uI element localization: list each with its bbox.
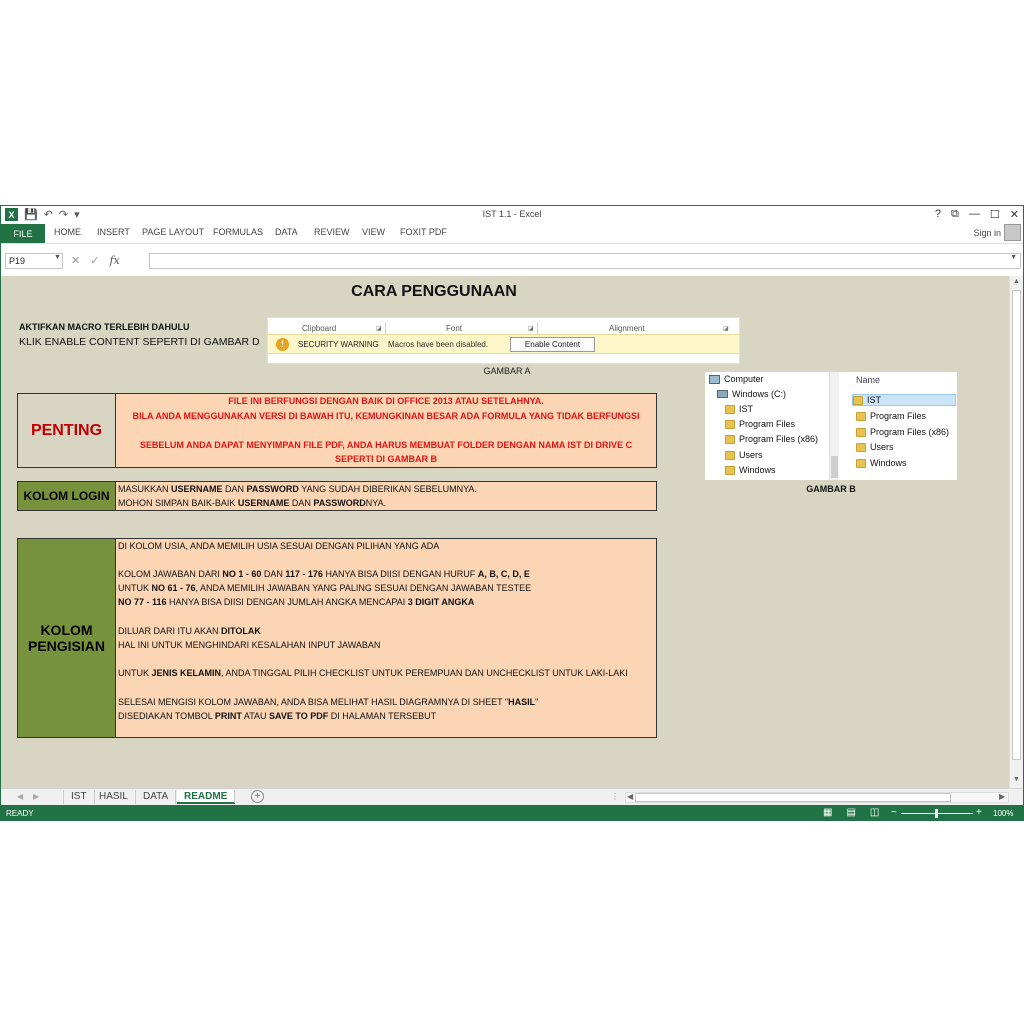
penting-line: FILE INI BERFUNGSI DENGAN BAIK DI OFFICE 2013 ATAU SETELAHNYA. [228,396,544,406]
zoom-level[interactable]: 100% [993,809,1014,818]
penting-line: SEPERTI DI GAMBAR B [334,454,437,464]
window-title: IST 1.1 - Excel [482,209,542,219]
status-ready: READY [6,809,34,818]
tree-item: Program Files (x86) [725,434,818,444]
tree-scrollbar [829,372,839,480]
group-clipboard: Clipboard [302,324,337,333]
status-bar [1,805,1023,821]
ribbon-display-button[interactable]: ⧉ [951,208,959,220]
enable-content-button: Enable Content [510,337,595,352]
macro-title: AKTIFKAN MACRO TERLEBIH DAHULU [19,322,190,332]
pengisian-line: SELESAI MENGISI KOLOM JAWABAN, ANDA BISA MELIHAT HASIL DIAGRAMNYA DI SHEET "HASIL" [118,697,539,707]
zoom-in-icon[interactable]: + [976,807,982,818]
tab-insert[interactable]: INSERT [97,227,130,237]
folder-icon [725,466,735,475]
customize-qat-icon[interactable]: ▾ [74,209,80,221]
folder-icon [856,412,866,421]
security-warning-bar [268,334,739,354]
gambar-a-image [267,317,740,364]
pengisian-line: HAL INI UNTUK MENGHINDARI KESALAHAN INPUT JAWABAN [118,640,381,650]
save-icon[interactable]: 💾 [24,209,38,221]
warning-icon: ! [276,338,289,351]
group-alignment: Alignment [609,324,645,333]
gambar-b-image [705,372,957,480]
page-break-view-icon[interactable]: ◫ [869,807,880,818]
horizontal-scroll-thumb[interactable] [635,793,951,802]
list-item: Windows [856,458,907,468]
scroll-left-icon[interactable]: ◀ [627,792,634,801]
tab-file[interactable]: FILE [1,224,45,243]
folder-icon [725,405,735,414]
login-box [17,481,657,511]
scroll-right-icon[interactable]: ▶ [999,792,1006,801]
page-title: CARA PENGGUNAAN [351,283,517,300]
tree-item: Windows [725,465,776,475]
prev-sheet-icon[interactable]: ◀ [17,792,24,801]
minimize-button[interactable]: — [968,208,980,220]
explorer-tree [705,372,840,480]
close-button[interactable]: ✕ [1009,209,1019,221]
chevron-down-icon[interactable]: ▼ [54,254,61,261]
scroll-thumb[interactable] [1012,290,1021,760]
penting-line: BILA ANDA MENGGUNAKAN VERSI DI BAWAH ITU, KEMUNGKINAN BESAR ADA FORMULA YANG TIDAK BERFUNGSI [132,411,640,421]
normal-view-icon[interactable]: ▦ [823,807,833,818]
folder-icon [725,435,735,444]
pengisian-line: KOLOM JAWABAN DARI NO 1 - 60 DAN 117 - 176 HANYA BISA DIISI DENGAN HURUF A, B, C, D, E [118,569,530,579]
penting-line: SEBELUM ANDA DAPAT MENYIMPAN FILE PDF, ANDA HARUS MEMBUAT FOLDER DENGAN NAMA IST DI DRIVE C [139,440,633,450]
folder-icon [856,459,866,468]
list-item: Program Files [856,411,926,421]
pane-divider [840,372,848,480]
dialog-launcher-icon: ◪ [376,326,382,332]
penting-label: PENTING [18,394,116,467]
list-item: Users [856,442,894,452]
sheet-tab-readme[interactable]: README [177,790,235,804]
next-sheet-icon[interactable]: ▶ [33,792,40,801]
tab-formulas[interactable]: FORMULAS [213,227,264,237]
tree-item: Windows (C:) [717,389,786,399]
zoom-slider-knob[interactable] [935,809,938,818]
folder-icon [725,451,735,460]
pengisian-box [17,538,657,738]
name-column-header: Name [856,375,881,385]
dialog-launcher-icon: ◪ [528,326,534,332]
macro-instruction: KLIK ENABLE CONTENT SEPERTI DI GAMBAR D [19,336,260,348]
drive-icon [717,390,728,398]
sheet-tab-data[interactable]: DATA [136,790,176,804]
enter-icon[interactable]: ✓ [90,255,100,267]
view-buttons [823,807,879,818]
page-layout-view-icon[interactable]: ▤ [846,807,856,818]
undo-icon[interactable]: ↶ [43,209,53,221]
maximize-button[interactable]: ☐ [989,209,1000,221]
avatar[interactable] [1004,224,1021,241]
macros-disabled-message: Macros have been disabled. [388,340,489,349]
penting-content [116,394,656,467]
login-content [116,482,656,510]
tree-item: Computer [709,374,764,384]
title-bar [1,206,1023,224]
computer-icon [709,375,720,384]
formula-input[interactable] [149,253,1021,269]
tab-foxit-pdf[interactable]: FOXIT PDF [400,227,447,237]
pengisian-line: UNTUK NO 61 - 76, ANDA MEMILIH JAWABAN YANG PALING SESUAI DENGAN JAWABAN TESTEE [118,583,532,593]
gambar-b-caption: GAMBAR B [806,484,856,494]
ribbon-tabs [1,224,1023,243]
folder-icon [856,428,866,437]
help-button[interactable]: ? [934,208,942,220]
tab-page-layout[interactable]: PAGE LAYOUT [142,227,205,237]
cancel-icon[interactable]: ✕ [71,255,81,267]
name-box[interactable]: P19 [5,253,63,269]
tab-review[interactable]: REVIEW [314,227,350,237]
pengisian-content [116,539,656,737]
pengisian-label: KOLOM PENGISIAN [18,539,116,737]
pengisian-line: NO 77 - 116 HANYA BISA DIISI DENGAN JUMLAH ANGKA MENCAPAI 3 DIGIT ANGKA [118,597,475,607]
list-item: IST [852,394,956,406]
scroll-up-icon[interactable]: ▲ [1013,278,1020,285]
formula-buttons [71,254,120,267]
login-line: MOHON SIMPAN BAIK-BAIK USERNAME DAN PASSWORDNYA. [118,498,387,508]
add-sheet-icon[interactable]: + [251,790,264,803]
security-warning-label: SECURITY WARNING [298,340,379,349]
tree-item: IST [725,404,753,414]
login-label: KOLOM LOGIN [18,482,116,510]
redo-icon[interactable]: ↷ [58,209,69,221]
list-item: Program Files (x86) [856,427,949,437]
insert-function-icon[interactable]: fx [109,254,120,267]
expand-formula-icon[interactable]: ▼ [1010,254,1017,261]
gambar-a-caption: GAMBAR A [483,366,531,376]
tab-view[interactable]: VIEW [362,227,386,237]
folder-icon [853,396,863,405]
zoom-out-icon[interactable]: − [891,807,897,818]
tree-item: Users [725,450,763,460]
pengisian-line: DILUAR DARI ITU AKAN DITOLAK [118,626,261,636]
excel-window [0,205,1024,821]
excel-logo-icon: X [5,208,18,221]
sheet-tab-ist[interactable]: IST [63,790,95,804]
tab-data[interactable]: DATA [275,227,298,237]
worksheet-area[interactable] [1,276,1009,788]
window-controls [935,208,1019,221]
sheet-tabs-bar [1,788,1023,805]
folder-icon [856,443,866,452]
pengisian-line: DI KOLOM USIA, ANDA MEMILIH USIA SESUAI DENGAN PILIHAN YANG ADA [118,541,440,551]
tree-item: Program Files [725,419,795,429]
sign-in-link[interactable]: Sign in [973,228,1001,238]
penting-box [17,393,657,468]
formula-bar [1,243,1023,276]
vertical-scrollbar[interactable] [1009,276,1023,788]
dialog-launcher-icon: ◪ [723,326,729,332]
folder-icon [725,420,735,429]
explorer-list [848,372,957,480]
split-handle-icon[interactable]: ⋮ [611,792,619,801]
ribbon-groups [268,322,739,334]
sheet-tab-hasil[interactable]: HASIL [92,790,136,804]
pengisian-line: UNTUK JENIS KELAMIN, ANDA TINGGAL PILIH CHECKLIST UNTUK PEREMPUAN DAN UNCHECKLIST UNTUK LAKI-LAKI [118,668,628,678]
scroll-down-icon[interactable]: ▼ [1013,776,1020,783]
tab-home[interactable]: HOME [54,227,81,237]
login-line: MASUKKAN USERNAME DAN PASSWORD YANG SUDAH DIBERIKAN SEBELUMNYA. [118,484,477,494]
pengisian-line: DISEDIAKAN TOMBOL PRINT ATAU SAVE TO PDF DI HALAMAN TERSEBUT [118,711,437,721]
group-font: Font [446,324,463,333]
